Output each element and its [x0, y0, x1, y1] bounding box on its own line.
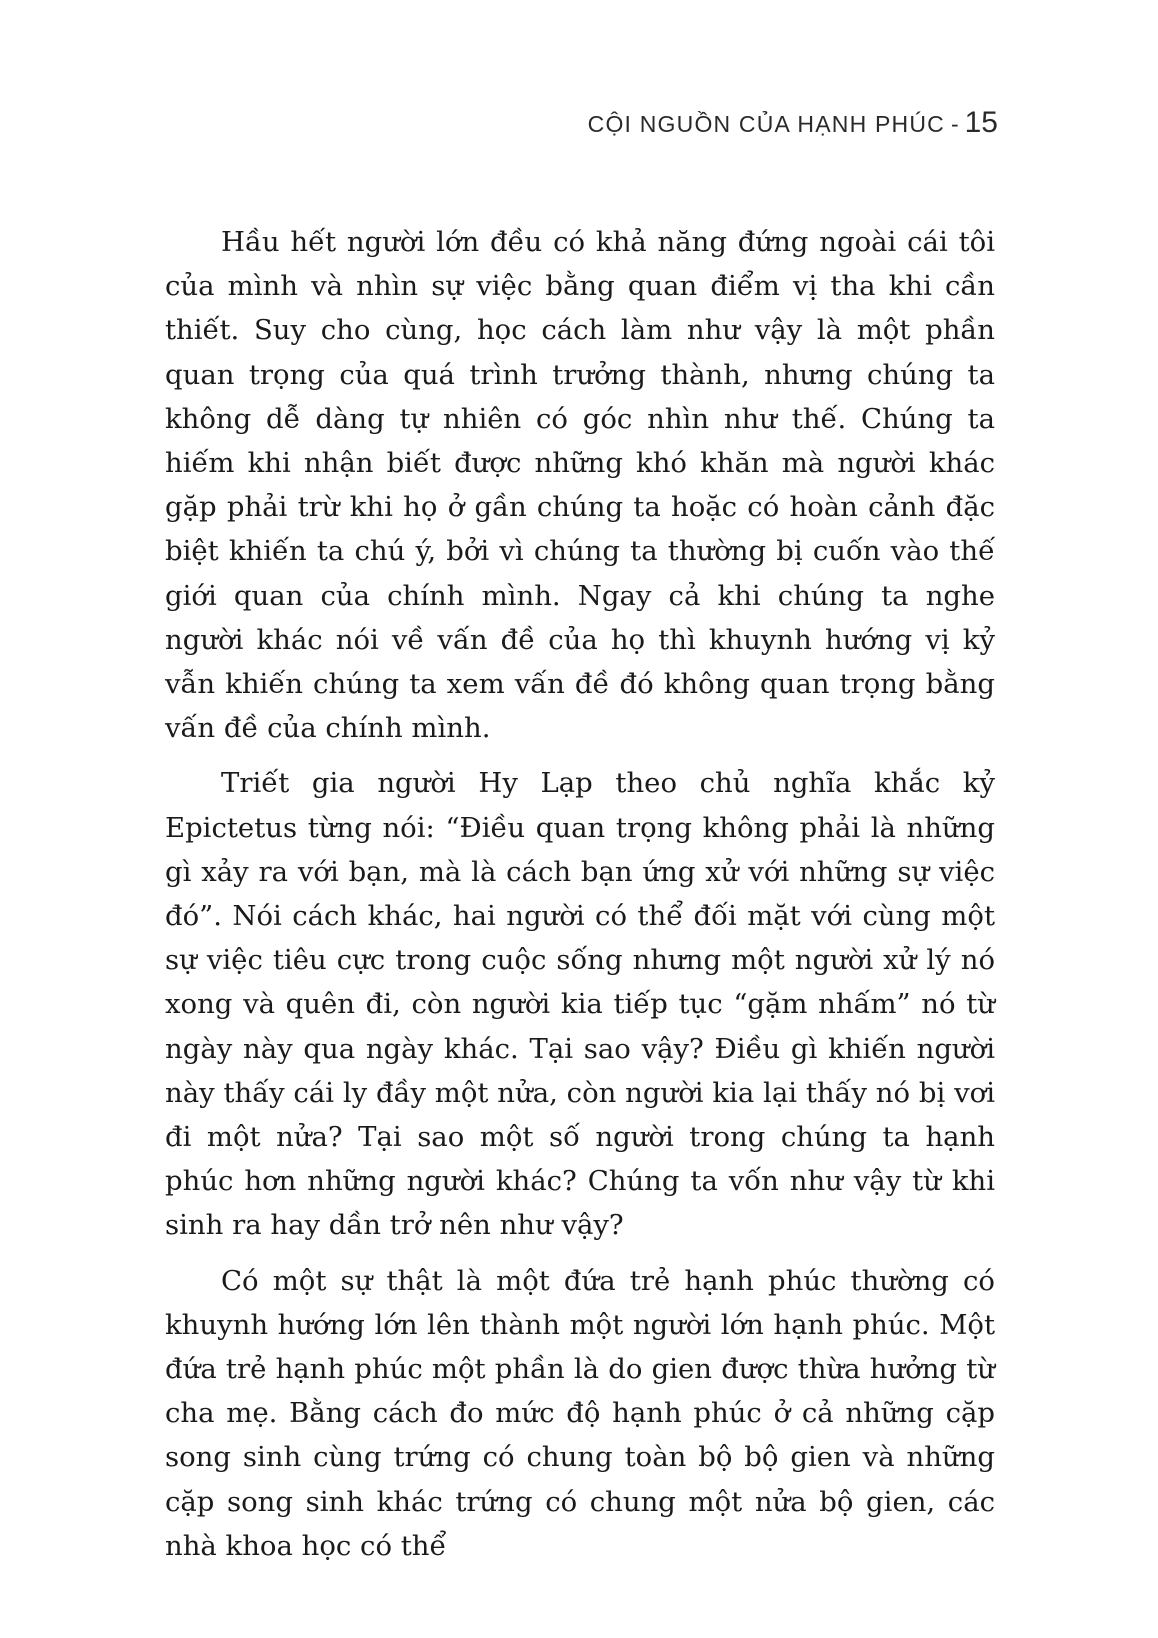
paragraph-3: Có một sự thật là một đứa trẻ hạnh phúc thường có khuynh hướng lớn lên thành một người lớn hạnh phúc. Một đứa trẻ hạnh phúc một phần là do gien được thừa hưởng từ cha mẹ. Bằng cách đo mức độ hạnh phúc ở cả những cặp song sinh cùng trứng có chung toàn bộ bộ gien và những cặp song sinh khác trứng có chung một nửa bộ gien, các nhà khoa học có thể [165, 1264, 995, 1562]
page-number: 15 [964, 106, 998, 139]
paragraph-1: Hầu hết người lớn đều có khả năng đứng ngoài cái tôi của mình và nhìn sự việc bằng quan điểm vị tha khi cần thiết. Suy cho cùng, học cách làm như vậy là một phần quan trọng của quá trình trưởng thành, nhưng chúng ta không dễ dàng tự nhiên có góc nhìn như thế. Chúng ta hiếm khi nhận biết được những khó khăn mà người khác gặp phải trừ khi họ ở gần chúng ta hoặc có hoàn cảnh đặc biệt khiến ta chú ý, bởi vì chúng ta thường bị cuốn vào thế giới quan của chính mình. Ngay cả khi chúng ta nghe người khác nói về vấn đề của họ thì khuynh hướng vị kỷ vẫn khiến chúng ta xem vấn đề đó không quan trọng bằng vấn đề của chính mình. [165, 226, 995, 745]
body-text [165, 220, 995, 1579]
running-header [588, 108, 998, 138]
header-separator: - [950, 111, 959, 137]
paragraph-2: Triết gia người Hy Lạp theo chủ nghĩa khắc kỷ Epictetus từng nói: “Điều quan trọng không phải là những gì xảy ra với bạn, mà là cách bạn ứng xử với những sự việc đó”. Nói cách khác, hai người có thể đối mặt với cùng một sự việc tiêu cực trong cuộc sống nhưng một người xử lý nó xong và quên đi, còn người kia tiếp tục “gặm nhấm” nó từ ngày này qua ngày khác. Tại sao vậy? Điều gì khiến người này thấy cái ly đầy một nửa, còn người kia lại thấy nó bị vơi đi một nửa? Tại sao một số người trong chúng ta hạnh phúc hơn những người khác? Chúng ta vốn như vậy từ khi sinh ra hay dần trở nên như vậy? [165, 767, 995, 1242]
chapter-title: CỘI NGUỒN CỦA HẠNH PHÚC [587, 111, 945, 137]
